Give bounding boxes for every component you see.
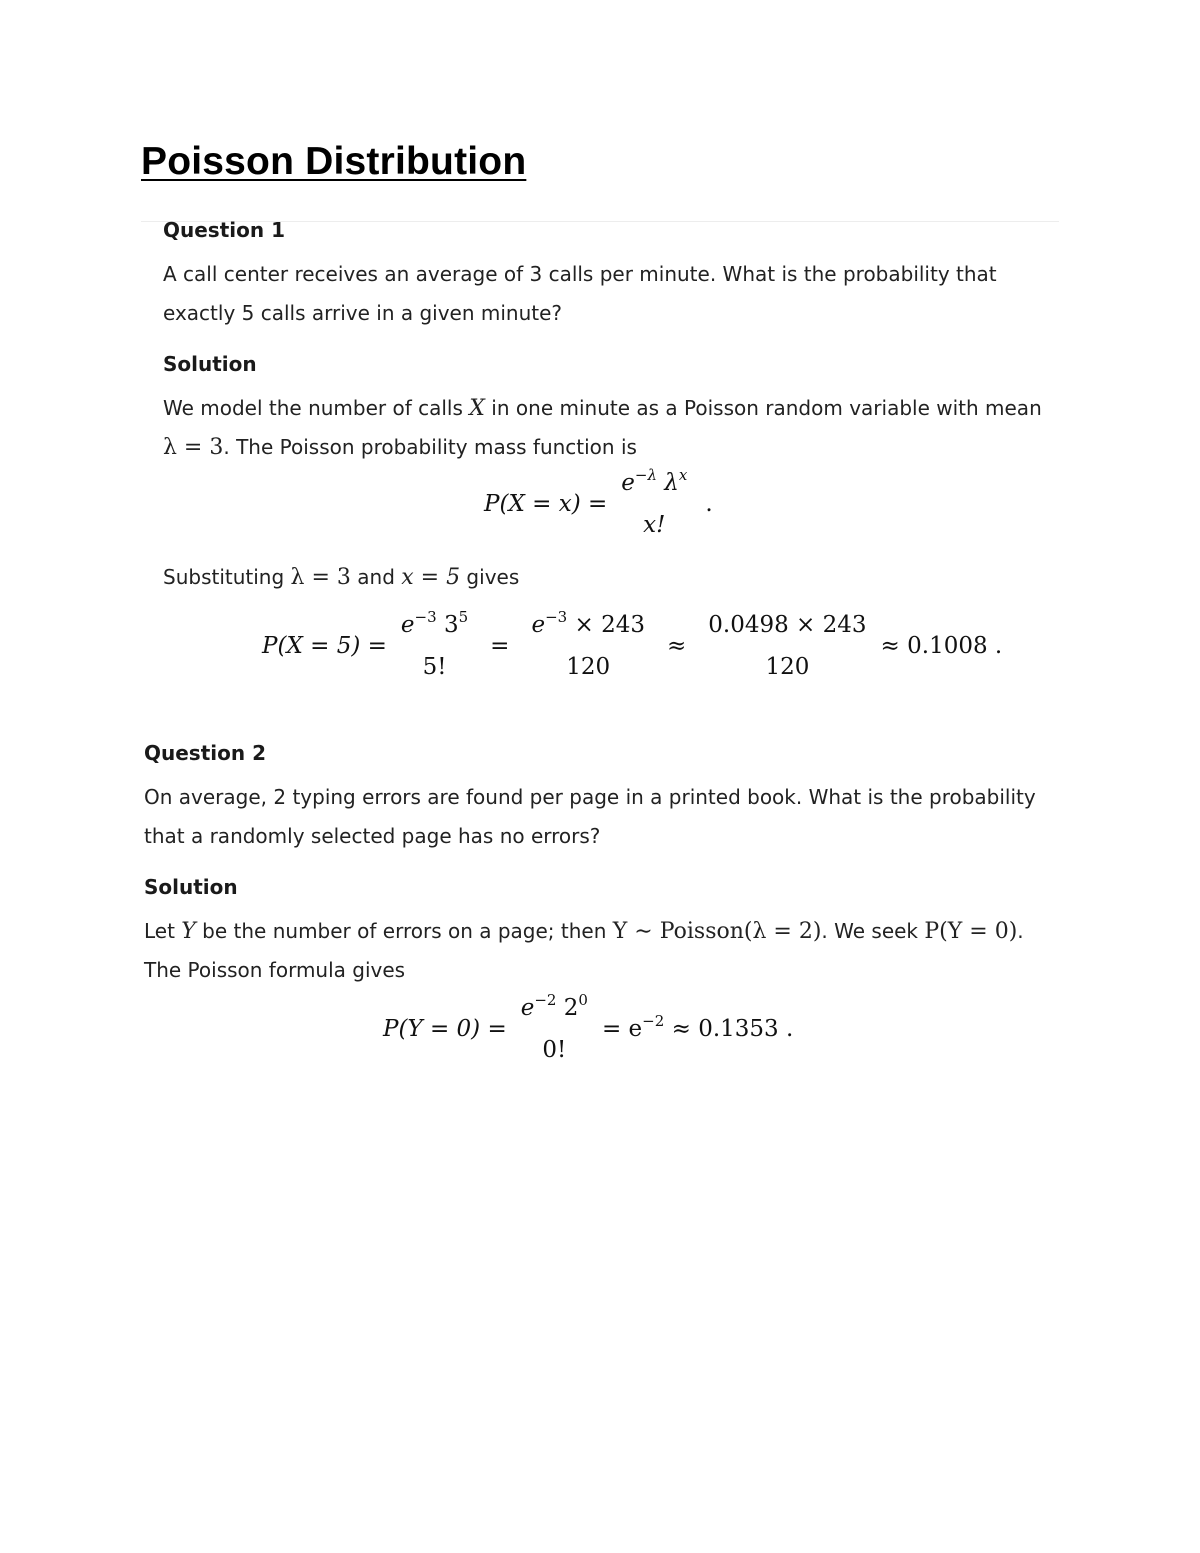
- page-title: Poisson Distribution: [141, 140, 527, 183]
- question-1-text: A call center receives an average of 3 calls per minute. What is the probability that exactly 5 calls arrive in a given minute?: [163, 262, 997, 325]
- calc-1-result: ≈ 0.1008 .: [880, 633, 1003, 659]
- pmf-num-lambda-exp: x: [678, 466, 688, 484]
- calc-2-rhs-exp: −2: [642, 1012, 665, 1030]
- calc-2-e: e: [520, 995, 535, 1021]
- calc-2-rhs-e: = e: [601, 1016, 643, 1042]
- calc-1-fraction-c: [704, 612, 870, 680]
- calc-1-fa-three: 3: [436, 612, 459, 638]
- pmf-num-e-exp: −λ: [634, 466, 657, 484]
- solution-1-paragraph: [163, 389, 1053, 467]
- calc-1-fraction-c-den: 120: [765, 654, 810, 680]
- solution-1-heading: Solution: [163, 352, 257, 376]
- calc-1-fa-three-exp: 5: [458, 608, 469, 626]
- calc-2-result: ≈ 0.1353 .: [664, 1016, 794, 1042]
- calc-1-fraction-b-den: 120: [566, 654, 611, 680]
- solution-1-text-b: in one minute as a Poisson random variable with mean: [484, 396, 1042, 420]
- calc-1-fa-e: e: [400, 612, 415, 638]
- calc-1-fb-times: × 243: [567, 612, 645, 638]
- pmf-denominator: x!: [643, 512, 666, 538]
- solution-2-heading: Solution: [144, 875, 238, 899]
- substitution-x: x = 5: [401, 565, 461, 590]
- solution-2-paragraph: [144, 912, 1044, 990]
- calc-2-fraction: [517, 991, 592, 1063]
- calc-1-fraction-a-den: 5!: [422, 654, 447, 680]
- pmf-fraction: [617, 466, 691, 538]
- pmf-numerator: [617, 466, 691, 504]
- question-1-section: [163, 217, 1053, 467]
- calc-1-fraction-b-num: [527, 608, 649, 646]
- question-2-heading: Question 2: [144, 741, 266, 765]
- calc-1-fraction-b: [527, 608, 649, 680]
- lambda-value: λ = 3: [163, 435, 224, 460]
- question-1-heading: Question 1: [163, 218, 285, 242]
- calc-2-rhs: [601, 1012, 794, 1042]
- pmf-equation: [484, 466, 713, 538]
- substitution-and: and: [350, 565, 402, 589]
- pmf-end: .: [705, 491, 713, 517]
- calc-1-lhs: P(X = 5) =: [262, 633, 387, 659]
- substitution-text-a: Substituting: [163, 565, 291, 589]
- calc-2-e-exp: −2: [534, 991, 557, 1009]
- calc-1-fa-e-exp: −3: [414, 608, 437, 626]
- calc-2-fraction-num: [517, 991, 592, 1029]
- calc-1-fb-e: e: [531, 612, 546, 638]
- calculation-equation-2: [383, 991, 794, 1063]
- calculation-equation-1: [262, 608, 1003, 680]
- pmf-num-lambda: λ: [656, 470, 679, 496]
- solution-2-text-a: Let: [144, 919, 182, 943]
- calc-2-two-exp: 0: [578, 991, 588, 1009]
- pmf-lhs: P(X = x) =: [484, 491, 608, 517]
- calc-1-equals: =: [490, 633, 510, 659]
- substitution-lambda: λ = 3: [290, 565, 351, 590]
- solution-2-text-c: . We seek: [821, 919, 925, 943]
- calc-1-fb-e-exp: −3: [545, 608, 568, 626]
- distribution-expression: Y ∼ Poisson(λ = 2): [612, 919, 822, 944]
- question-2-text: On average, 2 typing errors are found per page in a printed book. What is the probability that a randomly selected page has no errors?: [144, 785, 1036, 848]
- calc-2-fraction-den: 0!: [542, 1037, 567, 1063]
- solution-1-text-c: . The Poisson probability mass function is: [223, 435, 637, 459]
- calc-1-approx: ≈: [666, 633, 687, 659]
- solution-2-text-b: be the number of errors on a page; then: [195, 919, 613, 943]
- solution-1-text-a: We model the number of calls: [163, 396, 470, 420]
- variable-x: X: [469, 396, 485, 421]
- pmf-num-e: e: [621, 470, 635, 496]
- substitution-text-b: gives: [460, 565, 520, 589]
- calc-1-fraction-a-num: [397, 608, 472, 646]
- calc-2-lhs: P(Y = 0) =: [383, 1016, 507, 1042]
- calc-2-two: 2: [556, 995, 579, 1021]
- probability-expression: P(Y = 0): [924, 919, 1018, 944]
- substitution-line: [163, 558, 519, 597]
- variable-y: Y: [181, 919, 196, 944]
- calc-1-fraction-c-num: 0.0498 × 243: [708, 612, 867, 638]
- calc-1-fraction-a: [397, 608, 472, 680]
- question-2-section: [144, 740, 1044, 990]
- solution-2-text-d: . The Poisson formula gives: [144, 919, 1024, 982]
